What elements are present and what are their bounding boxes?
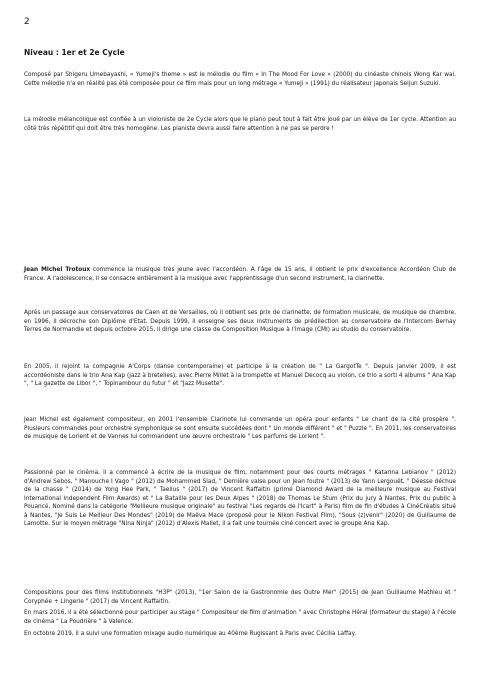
bio-name: Jean Michel Trotoux xyxy=(24,267,91,273)
level-heading: Niveau : 1er et 2e Cycle xyxy=(24,48,125,57)
intro-paragraph-2: La mélodie mélancolique est confiée à un violoniste de 2e Cycle alors que le piano peut tout à fait être joué par un élève de 1er cycle. Attention au côté très répétitif qui doit être très homogène. Les pianiste devra aussi faire attention à ne pas se perdre ! xyxy=(24,117,456,132)
bio-paragraph-2: Après un passage aux conservatoires de Caen et de Versailles, où il obtient ses prix de clarinette, de formation musicale, de musique de chambre, en 1996, il décroche son Diplôme d'Etat. Depuis 1999, il enseigne ses deux instruments de prédilection au conservatoire de l'Intercom Bernay Terres de Normandie et depuis octobre 2015, il dirige une classe de Composition Musique à l'image (CMI) au studio du conservatoire. xyxy=(24,310,456,333)
intro-paragraph-1: Composé par Shigeru Umebayashi, « Yumeji's theme » est le mélodie du film « In The Mood For Love » (2000) du cinéaste chinois Wong Kar wai. Cette mélodie n'a en réalité pas été composée pour ce film mais pour un long métrage « Yumeji » (1991) du réalisateur japonais Seijun Suzuki. xyxy=(24,72,456,87)
bio-paragraph-7: En mars 2016, il a été sélectionné pour participer au stage " Compositeur de film d'animation " avec Christophe Héral (formateur du stage) à l'école de cinéma " La Poudrière " à Valence. xyxy=(24,610,456,625)
bio-paragraph-1-text: commence la musique très jeune avec l'accordéon. A l'âge de 15 ans, il obtient le prix d'excellence Accordéon Club de France. A l'adolescence, il se consacre entièrement à la musique avec l'apprentissage d'un second instrument, la clarinette. xyxy=(24,267,456,282)
bio-paragraph-4: Jean Michel est également compositeur, en 2001 l'ensemble Clarinote lui commande un opéra pour enfants " Le chant de la cité prospère ". Plusieurs commandes pour orchestre symphonique se sont ensuite succédées dont " Un monde différent " et " Puzzle ". En 2011, les conservatoires de musique de Lorient et de Vannes lui commandent une œuvre orchestrale " Les parfums de Lorient ". xyxy=(24,417,456,440)
page-number: 2 xyxy=(24,17,30,27)
bio-paragraph-6: Compositions pour des films institutionnels "H3P" (2013), "1er Salon de la Gastronomie des Outre Mer" (2015) de Jean Guillaume Mathieu et " Coryphée + Lingerie " (2017) de Vincent Raffaitin. xyxy=(24,590,456,605)
bio-paragraph-1 xyxy=(24,266,456,283)
bio-paragraph-8: En octobre 2019, il a suivi une formation mixage audio numérique au 40ème Rugissant à Paris avec Cécilia Laffay. xyxy=(24,631,357,637)
bio-paragraph-3: En 2005, il rejoint la compagnie A'Corps (danse contemporaine) et participe à la création de " La GargotTe ". Depuis janvier 2009, il est accordéoniste dans le trio Ana Kap (jazz à bretelles), avec Pierre Millet à la trompette et Manuel Decocq au violon, ce trio a sorti 4 albums " Ana Kap ", " La gazette de Libor ", " Topinambour du futur " et "Jazz Musette". xyxy=(24,364,456,387)
bio-paragraph-5: Passionné par le cinéma, il a commencé à écrire de la musique de film, notamment pour des courts métrages " Katarina Lebianov " (2012) d'Andrew Sebos, " Manouche I Vago " (2012) de Mohammed Siad, " Dernière valse pour un Jean foutre " (2013) de Yann Lergouët, " Déesse déchue de la chasse " (2014) de Yong Hee Park, " Taelius " (2017) de Vincent Raffaitin (primé Diamond Award de la meilleure musique au Festival International Independent Film Awards) et " La Bataille pour les Deux Alpes " (2018) de Thomas Le Stum (Prix du jury à Nantes, Prix du public à Pouancé, Nominé dans la catégorie "Meilleure musique originale" au festival "Les regards de l'Icart" à Paris) film de fin d'études à CinéCréatis situé à Nantes, "Je Suis Le Meilleur Des Mondes" (2019) de Maëva Mace (proposé pour le Nikon Festival Film), "Sous (z)venir" (2020) de Guillaume de Lamotte. Sur le moyen métrage "Nina Ninja" (2012) d'Alexis Mallet, il a fait une tournée ciné concert avec le groupe Ana Kap. xyxy=(24,470,456,527)
